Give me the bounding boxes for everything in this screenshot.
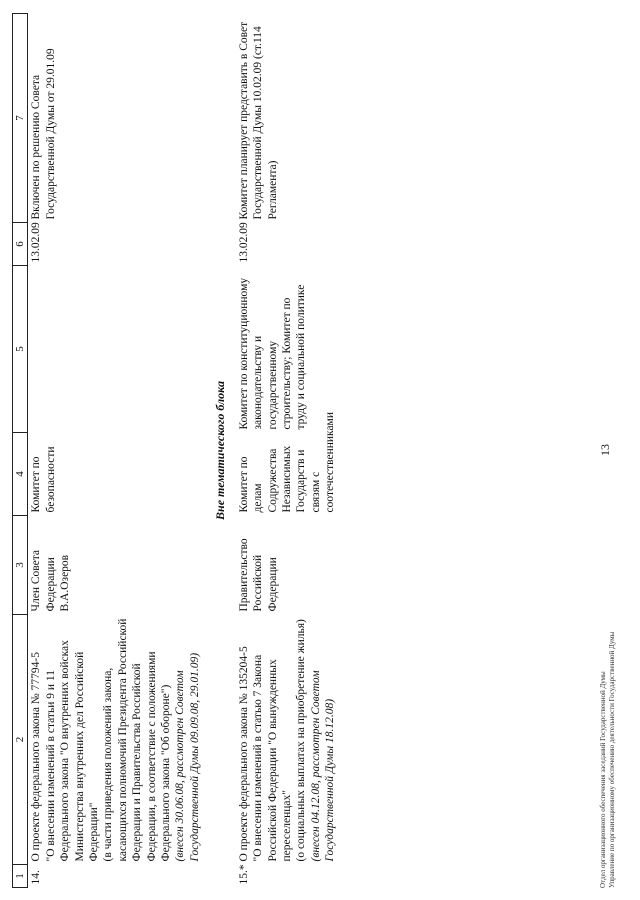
bills-table: [12, 13, 339, 888]
co-committee-cell: Комитет по конституционному законодательству и государственному строительству; Комитет по труду и социальной политике: [237, 277, 308, 430]
note-cell: Комитет планирует представить в Совет Государственной Думы 10.02.09 (ст.114 Регламента): [237, 21, 279, 220]
table-row: [28, 14, 203, 888]
date-cell: 13.02.09: [237, 222, 250, 263]
bill-title: О проекте федерального закона № 135204-5: [237, 646, 250, 862]
bill-quote: "О внесении изменений в статью 7 Закона Российской Федерации "О вынужденных переселенцах": [252, 654, 293, 862]
bill-quote: "О внесении изменений в статьи 9 и 11 Федерального закона "О внутренних войсках Министерства внутренних дел Российской Федерации": [44, 640, 101, 862]
column-header: 7: [13, 14, 28, 223]
page-number: 13: [598, 444, 612, 456]
table-row: [236, 14, 339, 888]
section-title: Вне тематического блока: [213, 381, 228, 520]
note-cell: Включен по решению Совета Государственной Думы от 29.01.09: [30, 48, 57, 220]
column-header: 3: [13, 516, 28, 615]
column-header: 2: [13, 615, 28, 865]
footer-line: Отдел организационного обеспечения заседаний Государственной Думы: [599, 671, 607, 888]
committee-cell: Комитет по делам Содружества Независимых Государств и связям с соотечественниками: [237, 412, 337, 513]
column-header: 4: [13, 433, 28, 516]
initiator-cell: Правительство Российской Федерации: [237, 538, 279, 612]
bill-note: (о социальных выплатах на приобретение жилья): [295, 619, 308, 862]
column-header: 6: [13, 223, 28, 266]
bill-note: (в части приведения положений закона, касающихся полномочий Президента Российской Федерации и Правительства Российской Федерации, в соответствие с положениями Федерального закона "Об обороне"): [102, 618, 173, 862]
committee-cell: Комитет по безопасности: [30, 446, 57, 513]
row-number: 15.*: [237, 864, 250, 885]
column-header: 1: [13, 865, 28, 888]
section-row: [203, 14, 235, 888]
column-header: 5: [13, 266, 28, 433]
bill-description: [236, 615, 339, 865]
footer-line: Управление по организационному обеспечению деятельности Государственной Думы: [608, 631, 616, 888]
page-footer: [599, 632, 617, 888]
bill-description: [28, 615, 203, 865]
table-header-row: [13, 14, 28, 888]
co-committee-cell: [28, 266, 203, 433]
initiator-cell: Член Совета Федерации В.А.Озеров: [30, 549, 72, 612]
bill-status: (внесен 04.12.08, рассмотрен Советом Государственной Думы 18.12.08): [309, 670, 337, 862]
bill-title: О проекте федерального закона № 77794-5: [30, 652, 43, 862]
bill-status: (внесен 30.06.08, рассмотрен Советом Государственной Думы 09.09.08, 29.01.09): [174, 652, 201, 862]
row-number: 14.: [30, 870, 43, 885]
date-cell: 13.02.09: [30, 222, 43, 263]
